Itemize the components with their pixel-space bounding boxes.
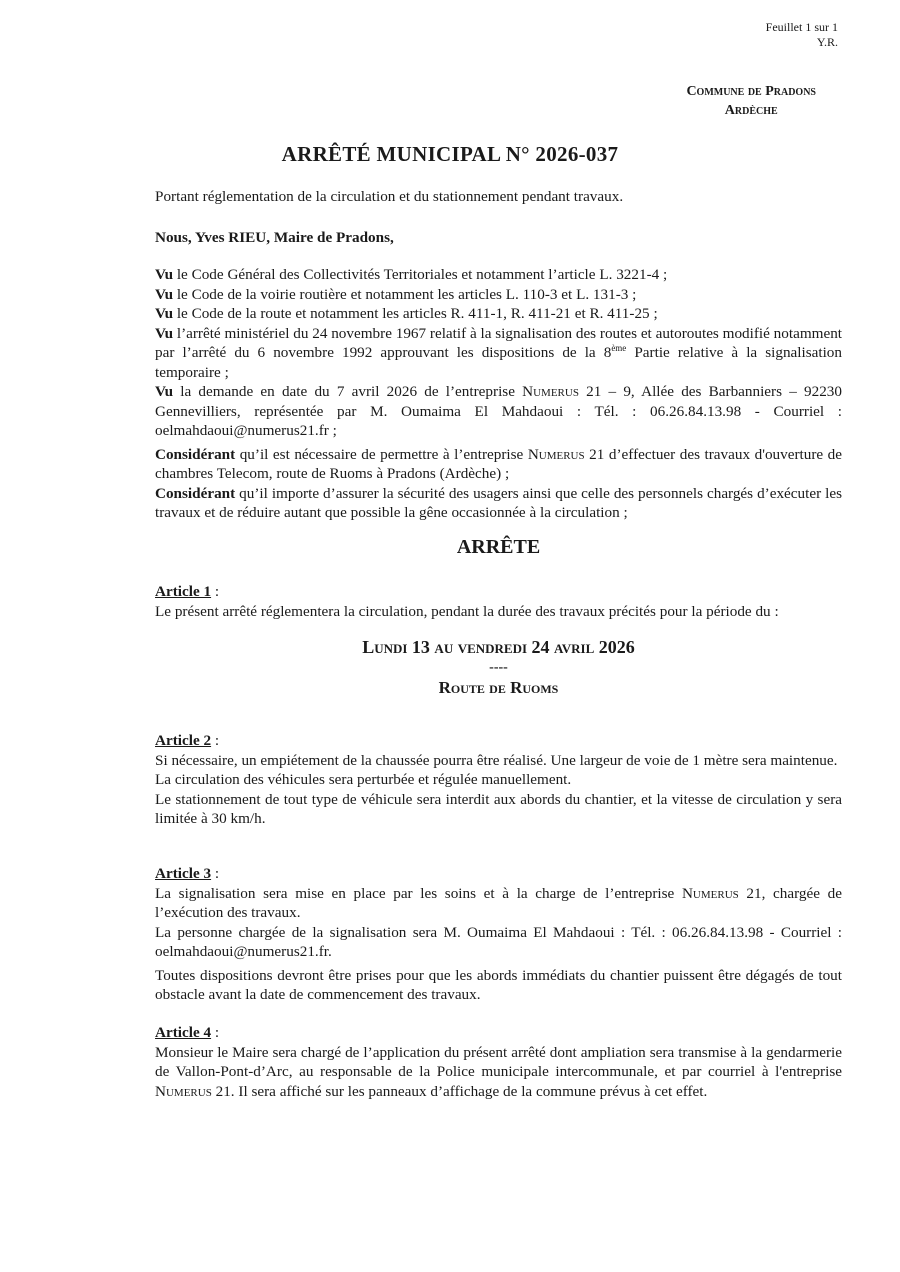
- vu-word: Vu: [155, 383, 174, 400]
- article-1-label: Article 1: [155, 583, 212, 600]
- visa-5: Vu la demande en date du 7 avril 2026 de l’entreprise Numerus 21 – 9, Allée des Barbanniers – 92230 Gennevilliers, représentée par M. Oumaima El Mahdaoui : Tél. : 06.26.84.13.98 - Courriel : oelmahdaoui@numerus21.fr ;: [155, 383, 842, 439]
- vu-word: Vu: [155, 324, 174, 342]
- commune-name: Commune de Pradons: [686, 84, 816, 99]
- period-block: [155, 638, 842, 697]
- article-4: Article 4 : Monsieur le Maire sera chargé de l’application du présent arrêté dont ampliation sera transmise à la gendarmerie de Vallon-Pont-d’Arc, au responsable de la Police municipale intercommunale, et par courriel à l'entreprise Numerus 21. Il sera affiché sur les panneaux d’affichage de la commune prévus à cet effet.: [155, 1024, 842, 1100]
- company-name: Numerus 21: [522, 383, 602, 400]
- article-3-p3: Toutes dispositions devront être prises pour que les abords immédiats du chantier puissent être dégagés de tout obstacle avant la date de commencement des travaux.: [155, 966, 842, 1003]
- arrete-heading-block: [155, 538, 842, 558]
- article-3-p2: La personne chargée de la signalisation sera M. Oumaima El Mahdaoui : Tél. : 06.26.84.13.98 - Courriel : oelmahdaoui@numerus21.fr.: [155, 923, 842, 960]
- article-2: Article 2 : Si nécessaire, un empiétement de la chaussée pourra être réalisé. Une largeur de voie de 1 mètre sera maintenue. La circulation des véhicules sera perturbée et régulée manuellement. Le stationnement de tout type de véhicule sera interdit aux abords du chantier, et la vitesse de circulation y sera limitée à 30 km/h.: [155, 732, 842, 827]
- article-4-p1: Monsieur le Maire sera chargé de l’application du présent arrêté dont ampliation sera transmise à la gendarmerie de Vallon-Pont-d’Arc, au responsable de la Police municipale intercommunale, et par courriel à l'entreprise Numerus 21. Il sera affiché sur les panneaux d’affichage de la commune prévus à cet effet.: [155, 1043, 842, 1100]
- route-name: Route de Ruoms: [438, 677, 559, 697]
- article-2-label: Article 2: [155, 732, 212, 749]
- commune-header: [686, 82, 816, 120]
- feuillet-text: Feuillet 1 sur 1: [765, 20, 838, 34]
- mayor-line: Nous, Yves RIEU, Maire de Pradons,: [155, 229, 394, 246]
- considerant-word: Considérant: [155, 445, 236, 463]
- article-2-p1: Si nécessaire, un empiétement de la chaussée pourra être réalisé. Une largeur de voie de 1 mètre sera maintenue.: [155, 751, 838, 769]
- company-name: Numerus 21: [155, 1082, 231, 1100]
- article-1: Article 1 : Le présent arrêté réglementera la circulation, pendant la durée des travaux précités pour la période du :: [155, 582, 842, 621]
- visas-block: [155, 265, 842, 523]
- article-3-label: Article 3: [155, 865, 212, 882]
- vu-word: Vu: [155, 266, 174, 283]
- considerant-2: Considérant qu’il importe d’assurer la sécurité des usagers ainsi que celle des personnels chargés d’exécuter les travaux et de réduire autant que possible la gêne occasionnée à la circulation ;: [155, 484, 842, 521]
- considerant-1: Considérant qu’il est nécessaire de permettre à l’entreprise Numerus 21 d’effectuer des travaux d'ouverture de chambres Telecom, route de Ruoms à Pradons (Ardèche) ;: [155, 445, 843, 482]
- mayor-block: [155, 228, 842, 248]
- vu-word: Vu: [155, 285, 174, 303]
- vu-word: Vu: [155, 305, 174, 322]
- visa-1: Vu le Code Général des Collectivités Territoriales et notamment l’article L. 3221-4 ;: [155, 266, 668, 283]
- period-dates: Lundi 13 au vendredi 24 avril 2026: [362, 637, 635, 657]
- article-1-text: Le présent arrêté réglementera la circulation, pendant la durée des travaux précités pour la période du :: [155, 602, 779, 620]
- department-name: Ardèche: [724, 103, 778, 118]
- document-title: ARRÊTÉ MUNICIPAL N° 2026-037: [281, 142, 619, 166]
- article-3-p1: La signalisation sera mise en place par les soins et à la charge de l’entreprise Numerus 21, chargée de l’exécution des travaux.: [155, 884, 842, 921]
- considerant-word: Considérant: [155, 484, 236, 502]
- subject: Portant réglementation de la circulation et du stationnement pendant travaux.: [155, 188, 624, 205]
- initials: Y.R.: [816, 35, 838, 49]
- article-4-label: Article 4: [155, 1024, 212, 1041]
- article-2-p3: Le stationnement de tout type de véhicule sera interdit aux abords du chantier, et la vitesse de circulation y sera limitée à 30 km/h.: [155, 790, 842, 827]
- company-name: Numerus 21: [527, 445, 605, 463]
- subject-block: [155, 187, 842, 207]
- visa-4: Vu l’arrêté ministériel du 24 novembre 1967 relatif à la signalisation des routes et autoroutes modifié notamment par l’arrêté du 6 novembre 1992 approuvant les dispositions de la 8ème Partie relative à la signalisation temporaire ;: [155, 324, 843, 381]
- separator: ----: [489, 659, 508, 675]
- company-name: Numerus 21: [681, 884, 762, 902]
- visa-3: Vu le Code de la route et notamment les articles R. 411-1, R. 411-21 et R. 411-25 ;: [155, 305, 658, 322]
- article-3: Article 3 : La signalisation sera mise en place par les soins et à la charge de l’entreprise Numerus 21, chargée de l’exécution des travaux. La personne chargée de la signalisation sera M. Oumaima El Mahdaoui : Tél. : 06.26.84.13.98 - Courriel : oelmahdaoui@numerus21.fr. Toutes dispositions devront être prises pour que les abords immédiats du chantier puissent être dégagés de tout obstacle avant la date de commencement des travaux.: [155, 865, 842, 1003]
- page-counter: [766, 20, 838, 50]
- arrete-heading: ARRÊTE: [456, 536, 541, 558]
- article-2-p2: La circulation des véhicules sera perturbée et régulée manuellement.: [155, 771, 572, 788]
- visa-2: Vu le Code de la voirie routière et notamment les articles L. 110-3 et L. 131-3 ;: [155, 285, 637, 303]
